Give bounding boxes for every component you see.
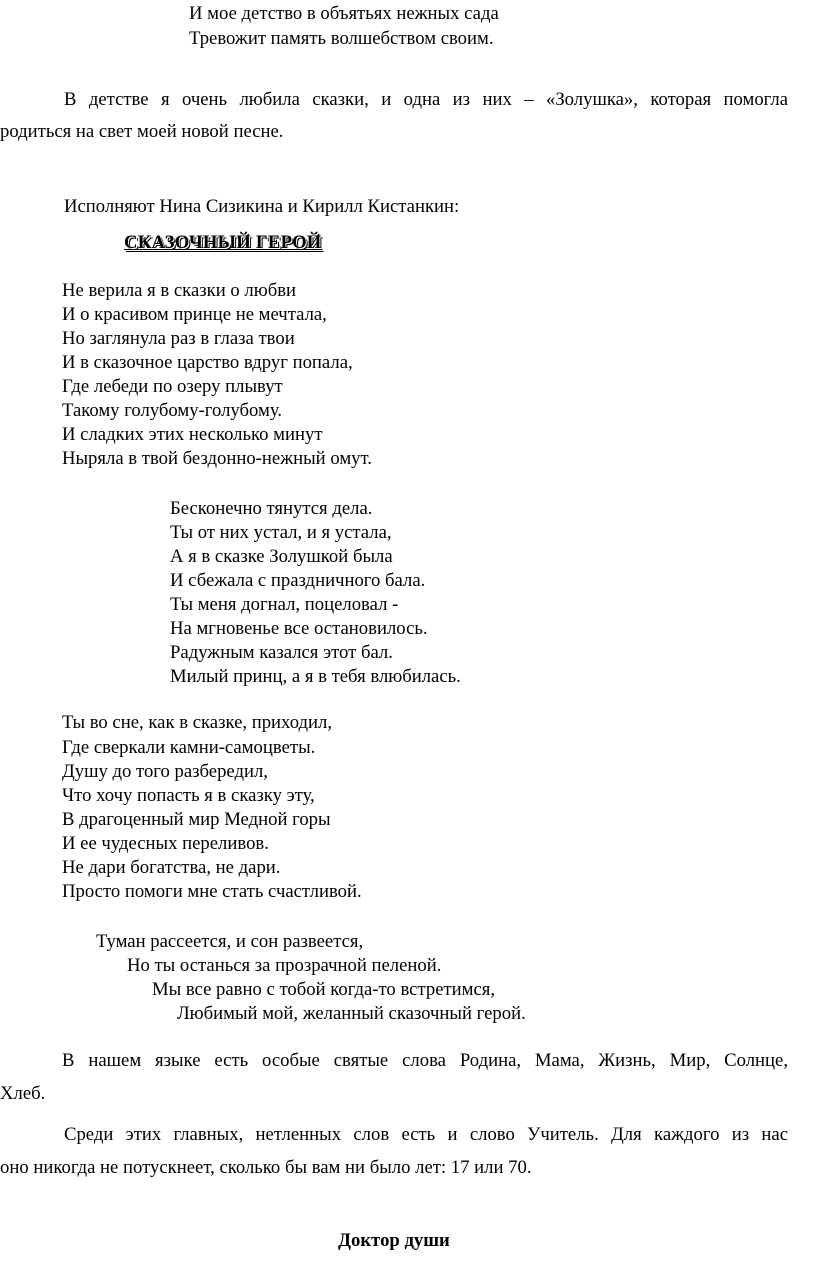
verse-1-line: Не верила я в сказки о любви	[62, 280, 297, 301]
paragraph-3-line-2: оно никогда не потускнеет, сколько бы вам ни было лет: 17 или 70.	[0, 1157, 532, 1178]
chorus-line: Радужным казался этот бал.	[170, 642, 393, 663]
outro-line: Мы все равно с тобой когда-то встретимся,	[152, 979, 496, 1000]
intro-verse-line-2: Тревожит память волшебством своим.	[189, 28, 494, 49]
paragraph-2-line-2: Хлеб.	[0, 1083, 46, 1104]
verse-1-line: Но заглянула раз в глаза твои	[62, 328, 295, 349]
chorus-line: А я в сказке Золушкой была	[170, 546, 393, 567]
verse-2-line: Не дари богатства, не дари.	[62, 857, 281, 878]
paragraph-3-line-1: Среди этих главных, нетленных слов есть и слово Учитель. Для каждого из нас	[64, 1124, 788, 1145]
verse-2-line: И ее чудесных переливов.	[62, 833, 269, 854]
verse-2-line: Просто помоги мне стать счастливой.	[62, 881, 362, 902]
verse-2-line: Где сверкали камни-самоцветы.	[62, 737, 316, 758]
verse-2-line: Душу до того разбередил,	[62, 761, 268, 782]
verse-1-line: И в сказочное царство вдруг попала,	[62, 352, 353, 373]
verse-1-line: И о красивом принце не мечтала,	[62, 304, 327, 325]
paragraph-1-line-2: родиться на свет моей новой песне.	[0, 121, 284, 142]
chorus-line: Милый принц, а я в тебя влюбилась.	[170, 666, 461, 687]
paragraph-2-line-1: В нашем языке есть особые святые слова Родина, Мама, Жизнь, Мир, Солнце,	[62, 1050, 788, 1071]
outro-line: Туман рассеется, и сон развеется,	[96, 931, 364, 952]
verse-2-line: В драгоценный мир Медной горы	[62, 809, 331, 830]
paragraph-1-line-1: В детстве я очень любила сказки, и одна из них – «Золушка», которая помогла	[64, 89, 788, 110]
chorus-line: Бесконечно тянутся дела.	[170, 498, 373, 519]
chorus-line: Ты от них устал, и я устала,	[170, 522, 392, 543]
performers-line: Исполняют Нина Сизикина и Кирилл Кистанкин:	[64, 196, 460, 217]
verse-1-line: И сладких этих несколько минут	[62, 424, 323, 445]
verse-2-line: Ты во сне, как в сказке, приходил,	[62, 712, 332, 733]
chorus-line: Ты меня догнал, поцеловал -	[170, 594, 399, 615]
verse-1-line: Такому голубому-голубому.	[62, 400, 282, 421]
song-title: СКАЗОЧНЫЙ ГЕРОЙ	[124, 232, 322, 253]
verse-1-line: Ныряла в твой бездонно-нежный омут.	[62, 448, 372, 469]
chorus-line: На мгновенье все остановилось.	[170, 618, 428, 639]
chorus-line: И сбежала с праздничного бала.	[170, 570, 426, 591]
outro-line: Любимый мой, желанный сказочный герой.	[177, 1003, 526, 1024]
verse-1-line: Где лебеди по озеру плывут	[62, 376, 283, 397]
section-heading: Доктор души	[338, 1230, 450, 1251]
intro-verse-line-1: И мое детство в объятьях нежных сада	[189, 3, 499, 24]
verse-2-line: Что хочу попасть я в сказку эту,	[62, 785, 315, 806]
outro-line: Но ты останься за прозрачной пеленой.	[127, 955, 442, 976]
